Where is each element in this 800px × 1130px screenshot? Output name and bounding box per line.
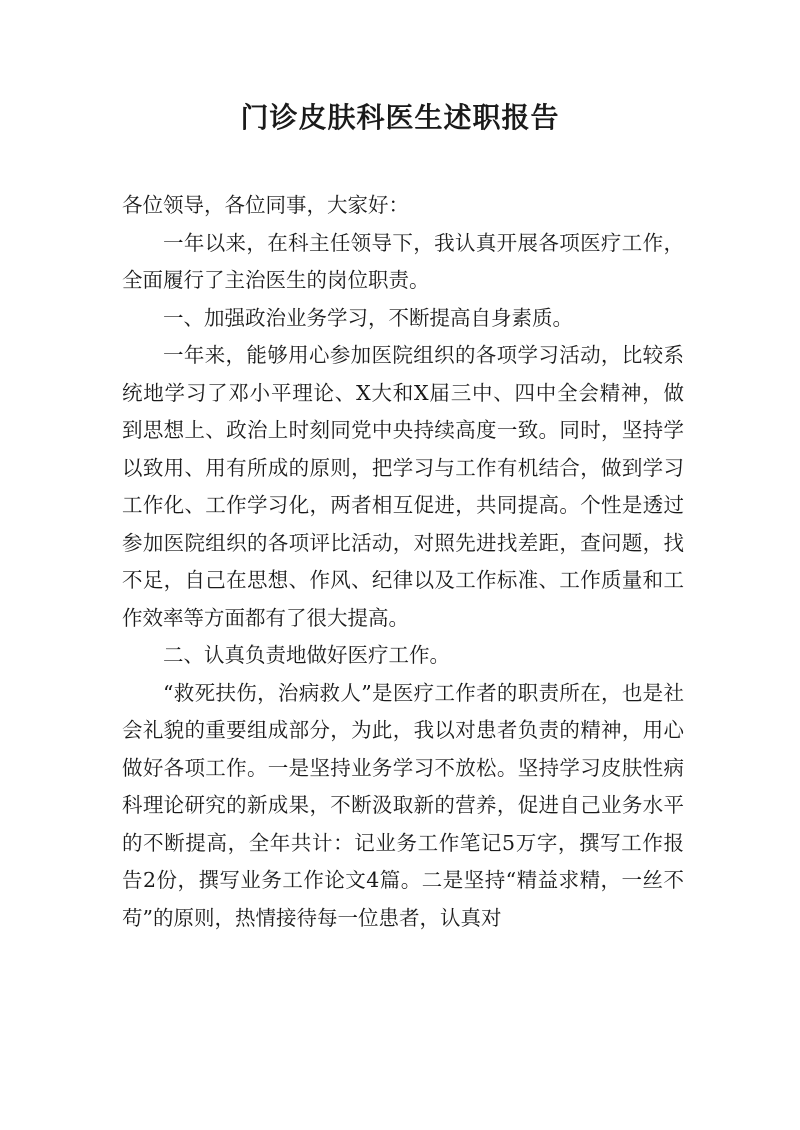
- paragraph-intro: 一年以来，在科主任领导下，我认真开展各项医疗工作，全面履行了主治医生的岗位职责。: [122, 230, 684, 292]
- document-body: [122, 187, 684, 937]
- section-heading-1: 一、加强政治业务学习，不断提高自身素质。: [163, 305, 573, 330]
- salutation: 各位领导，各位同事，大家好：: [122, 193, 409, 217]
- paragraph-medical-work: “救死扶伤，治病救人”是医疗工作者的职责所在，也是社会礼貌的重要组成部分，为此，我以对患者负责的精神，用心做好各项工作。一是坚持业务学习不放松。坚持学习皮肤性病科理论研究的新成果，不断汲取新的营养，促进自己业务水平的不断提高，全年共计：记业务工作笔记5万字，撰写工作报告2份，撰写业务工作论文4篇。二是坚持“精益求精，一丝不苟”的原则，热情接待每一位患者，认真对: [122, 680, 684, 930]
- section-heading-2: 二、认真负责地做好医疗工作。: [163, 643, 450, 667]
- paragraph-study: 一年来，能够用心参加医院组织的各项学习活动，比较系统地学习了邓小平理论、X大和X届三中、四中全会精神，做到思想上、政治上时刻同党中央持续高度一致。同时，坚持学以致用、用有所成的原则，把学习与工作有机结合，做到学习工作化、工作学习化，两者相互促进，共同提高。个性是透过参加医院组织的各项评比活动，对照先进找差距，查问题，找不足，自己在思想、作风、纪律以及工作标准、工作质量和工作效率等方面都有了很大提高。: [122, 343, 684, 630]
- document-title: 门诊皮肤科医生述职报告: [240, 101, 560, 134]
